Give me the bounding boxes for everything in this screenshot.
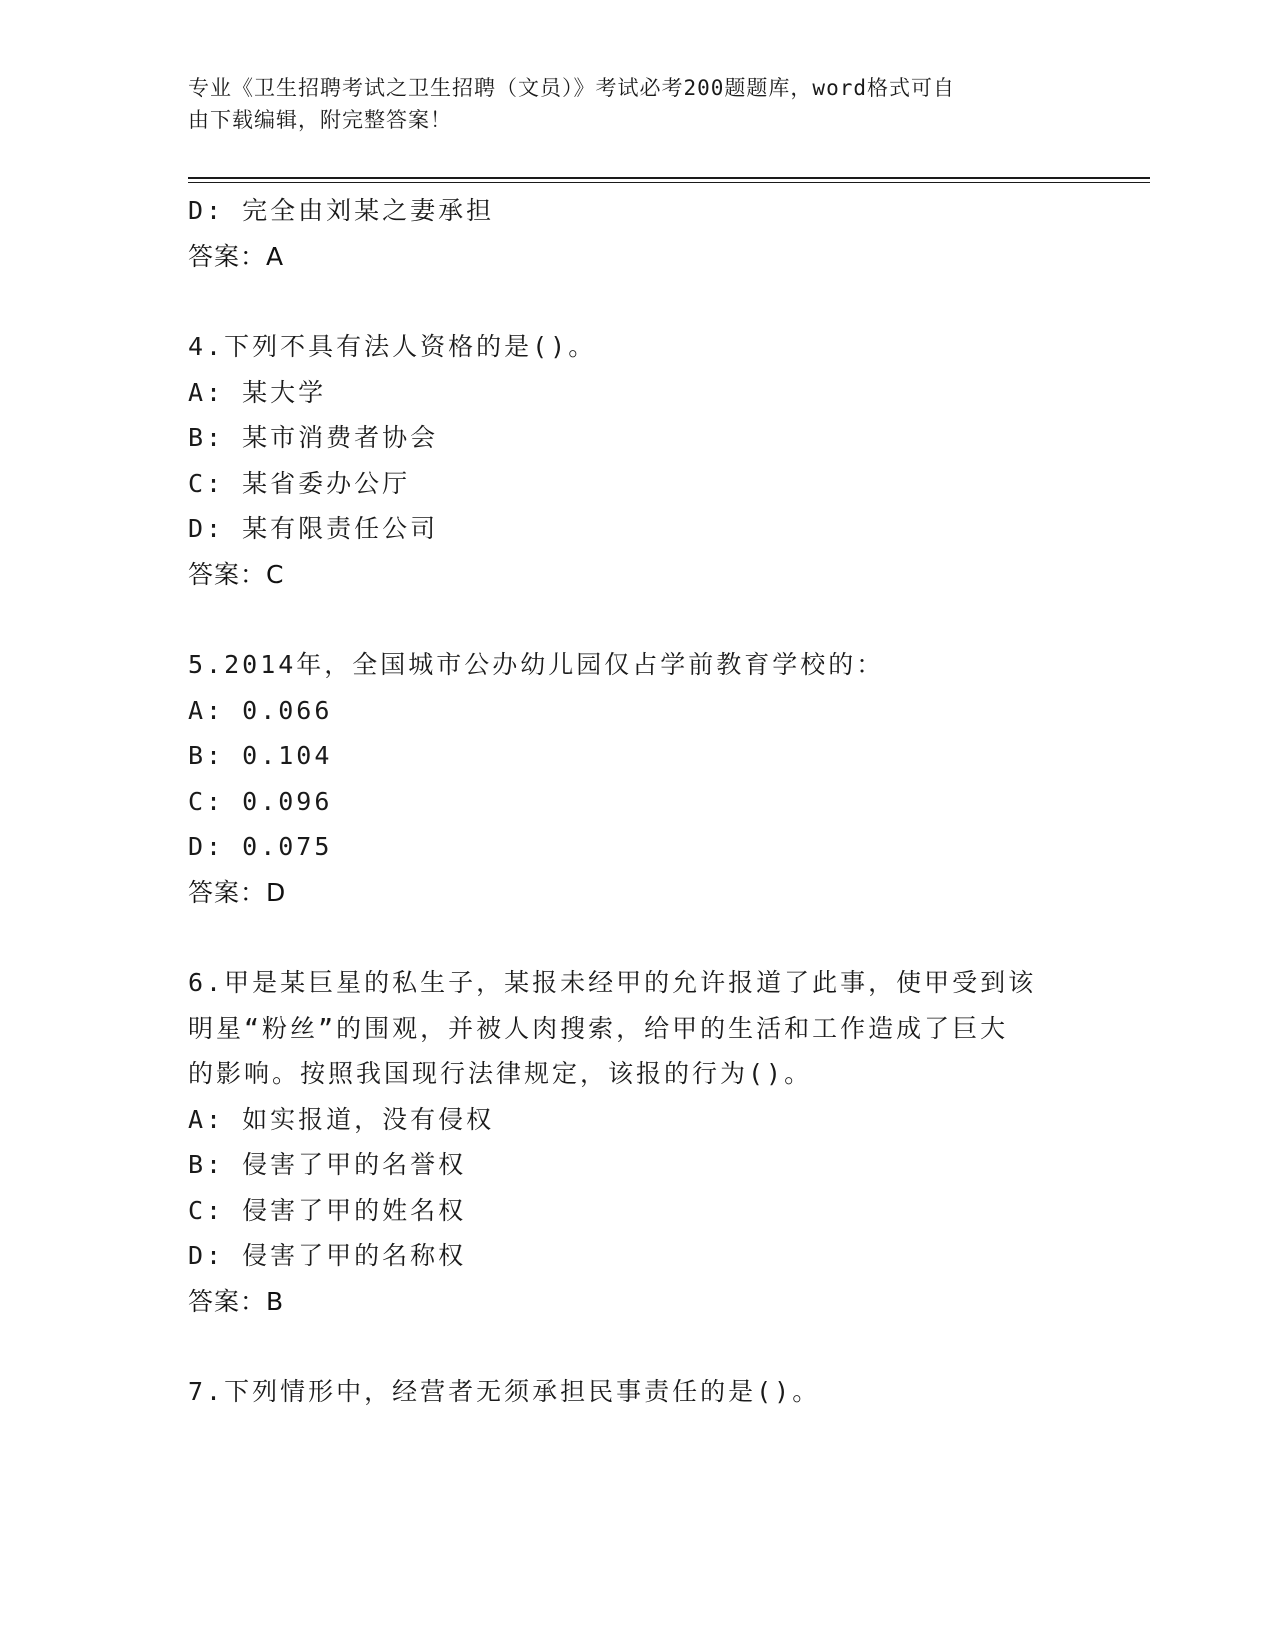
option-d: D: 0.075	[188, 832, 333, 861]
spacer	[188, 915, 1068, 960]
option-a: A: 某大学	[188, 377, 327, 407]
document-header	[188, 72, 1068, 136]
question-stem-line-1: 6.甲是某巨星的私生子，某报未经甲的允许报道了此事，使甲受到该	[188, 968, 1037, 997]
option-c: C: 0.096	[188, 786, 333, 816]
header-title-line-1: 专业《卫生招聘考试之卫生招聘（文员）》考试必考200题题库，word格式可自	[188, 76, 955, 100]
header-divider-thick	[188, 177, 1150, 179]
header-divider-thin	[188, 182, 1150, 183]
question-stem-line-3: 的影响。按照我国现行法律规定，该报的行为()。	[188, 1059, 813, 1088]
option-c: C: 某省委办公厅	[188, 468, 411, 498]
option-d: D: 侵害了甲的名称权	[188, 1241, 467, 1270]
question-3-tail	[188, 188, 1068, 279]
spacer	[188, 597, 1068, 642]
question-stem: 7.下列情形中，经营者无须承担民事责任的是()。	[188, 1377, 821, 1406]
question-4	[188, 324, 1068, 597]
answer-label: 答案：C	[188, 559, 285, 589]
option-c: C: 侵害了甲的姓名权	[188, 1195, 467, 1225]
spacer	[188, 279, 1068, 324]
question-list	[188, 188, 1068, 1415]
question-7	[188, 1369, 1068, 1415]
option-a: A: 0.066	[188, 695, 333, 725]
option-b: B: 某市消费者协会	[188, 423, 439, 452]
answer-label: 答案：B	[188, 1286, 285, 1316]
question-5	[188, 642, 1068, 915]
question-6	[188, 960, 1068, 1324]
question-stem: 5.2014年，全国城市公办幼儿园仅占学前教育学校的：	[188, 650, 885, 679]
header-title-line-2: 由下载编辑，附完整答案！	[188, 108, 452, 132]
answer-label: 答案：D	[188, 877, 287, 907]
question-stem-line-2: 明星“粉丝”的围观，并被人肉搜索，给甲的生活和工作造成了巨大	[188, 1013, 1009, 1043]
spacer	[188, 1324, 1068, 1369]
option-d: D: 某有限责任公司	[188, 514, 439, 543]
option-b: B: 侵害了甲的名誉权	[188, 1150, 467, 1179]
question-stem: 4.下列不具有法人资格的是()。	[188, 332, 597, 361]
option-a: A: 如实报道，没有侵权	[188, 1104, 495, 1134]
answer-label: 答案：A	[188, 241, 285, 271]
option-b: B: 0.104	[188, 741, 333, 770]
option-d: D: 完全由刘某之妻承担	[188, 196, 495, 225]
